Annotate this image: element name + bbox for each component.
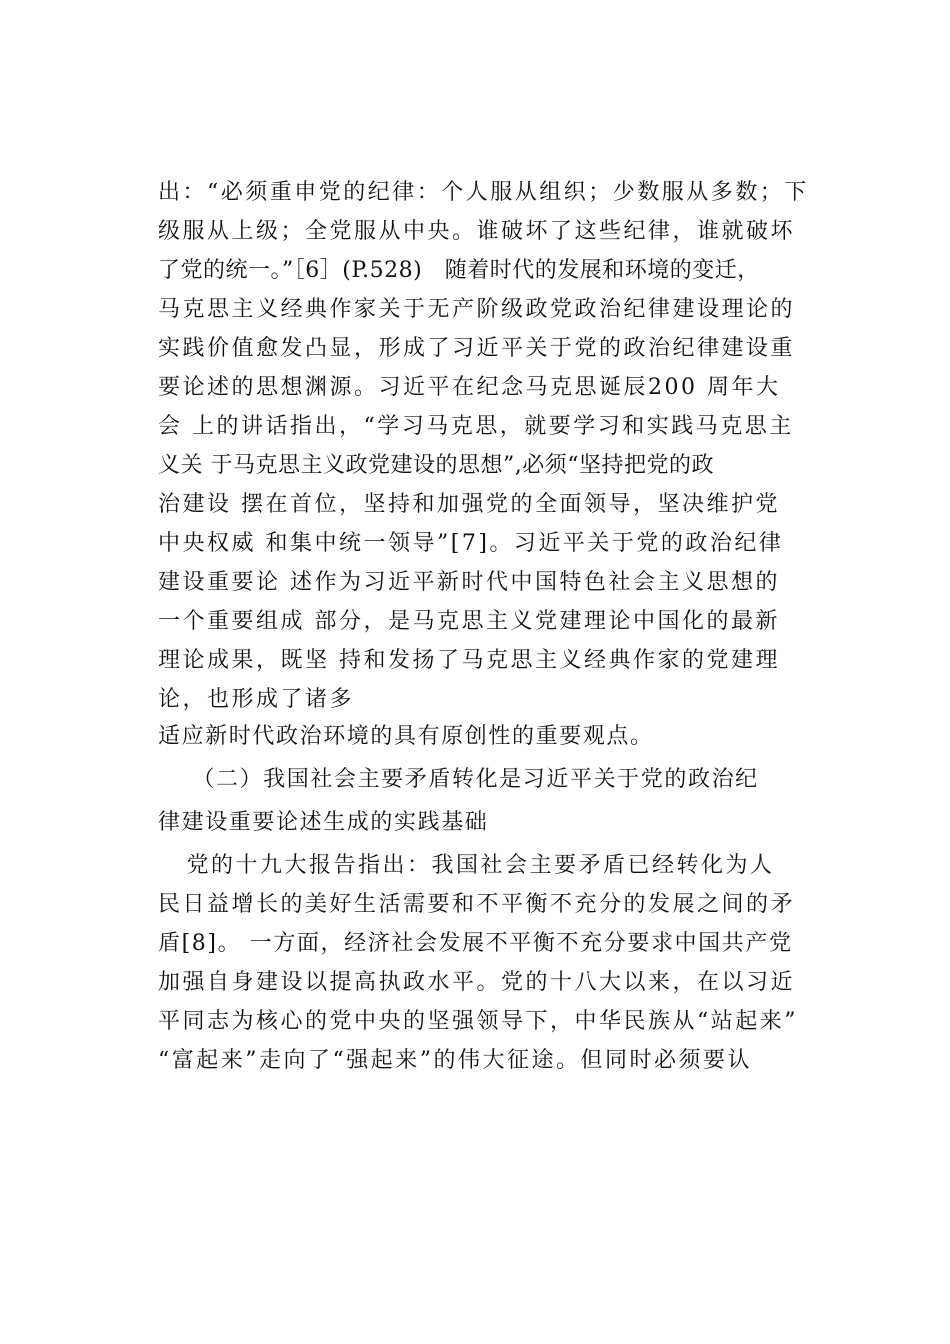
text-line: 建设重要论 述作为习近平新时代中国特色社会主义思想的 [158,570,780,595]
text-line: 论，也形成了诸多 [158,687,355,712]
text-line: 实践价值愈发凸显，形成了习近平关于党的政治纪律建设重 [158,336,796,361]
text-line: 民日益增长的美好生活需要和不平衡不充分的发展之间的矛 [158,892,796,917]
section-heading: 律建设重要论述生成的实践基础 [158,810,489,835]
text-line: 了党的统一。”［6］(P.528) 随着时代的发展和环境的变迁， [158,258,760,283]
text-line: 适应新时代政治环境的具有原创性的重要观点。 [158,724,654,749]
text-line: 出：“必须重申党的纪律：个人服从组织；少数服从多数；下 [158,180,809,205]
text-line: 会 上的讲话指出，“学习马克思，就要学习和实践马克思主 [158,414,794,439]
text-line: 要论述的思想渊源。习近平在纪念马克思诞辰200 周年大 [158,375,781,400]
text-line: 加强自身建设以提高执政水平。党的十八大以来，在以习近 [158,970,796,995]
text-line: 中央权威 和集中统一领导”[7]。习近平关于党的政治纪律 [158,531,784,556]
text-line: 治建设 摆在首位，坚持和加强党的全面领导，坚决维护党 [158,492,780,517]
text-line: 义关 于马克思主义政党建设的思想”,必须“坚持把党的政 [158,453,714,478]
text-line: 一个重要组成 部分，是马克思主义党建理论中国化的最新 [158,609,780,634]
text-line: 马克思主义经典作家关于无产阶级政党政治纪律建设理论的 [158,297,796,322]
text-line: 理论成果，既坚 持和发扬了马克思主义经典作家的党建理 [158,648,780,673]
text-line: 平同志为核心的党中央的坚强领导下，中华民族从“站起来” [158,1009,798,1034]
text-line: “富起来”走向了“强起来”的伟大征途。但同时必须要认 [158,1048,752,1073]
text-line: 级服从上级；全党服从中央。谁破坏了这些纪律，谁就破坏 [158,219,796,244]
text-line: 盾[8]。 一方面，经济社会发展不平衡不充分要求中国共产党 [158,931,793,956]
section-heading: （二）我国社会主要矛盾转化是习近平关于党的政治纪 [158,767,759,792]
text-line: 党的十九大报告指出：我国社会主要矛盾已经转化为人 [158,853,775,878]
